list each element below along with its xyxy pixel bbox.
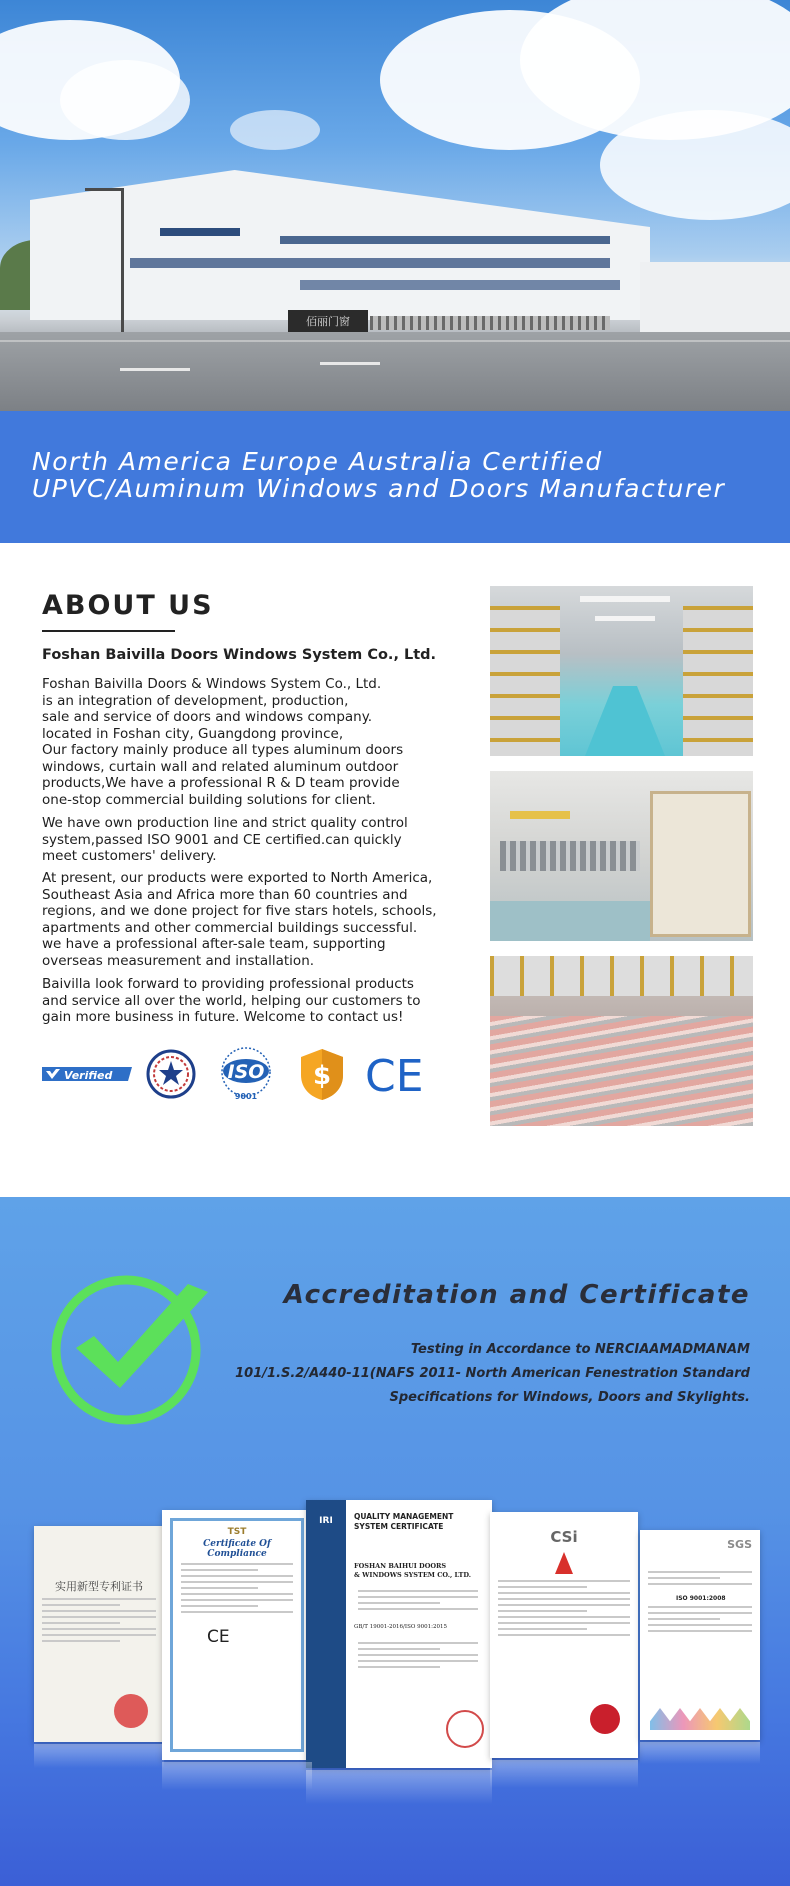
about-paragraph-4: Baivilla look forward to providing professional products and service all over the world, helping our customers to gain more business in future. Welcome to contact us! xyxy=(42,976,421,1025)
verified-badge xyxy=(42,1046,132,1102)
quality-management-certificate: IRI QUALITY MANAGEMENT SYSTEM CERTIFICATE FOSHAN BAIHUI DOORS & WINDOWS SYSTEM CO., LTD. GB/T 19001-2016/ISO 9001:2015 xyxy=(306,1500,492,1768)
svg-text:ISO: ISO xyxy=(227,1061,265,1083)
accreditation-title: Accreditation and Certificate xyxy=(283,1280,750,1310)
csi-certificate: CSi xyxy=(490,1512,638,1758)
ce-mark-icon xyxy=(364,1046,426,1102)
tst-compliance-certificate: TST Certificate Of Compliance CE xyxy=(162,1510,312,1760)
banner-line-2: UPVC/Auminum Windows and Doors Manufacturer xyxy=(32,474,726,503)
svg-text:Verified: Verified xyxy=(64,1069,113,1082)
checkmark-icon xyxy=(48,1270,213,1425)
about-paragraph-3: At present, our products were exported to North America, Southeast Asia and Africa more than 60 countries and regions, and we done project for five stars hotels, schools, apartments and other commercial buildings successful. we have a professional after-sale team, supporting overseas measurement and installation. xyxy=(42,870,437,969)
svg-text:9001: 9001 xyxy=(234,1092,258,1101)
svg-text:$: $ xyxy=(312,1061,332,1091)
headline-banner xyxy=(0,411,790,543)
about-title: ABOUT US xyxy=(42,590,214,621)
about-paragraph-2: We have own production line and strict quality control system,passed ISO 9001 and CE certified.can quickly meet customers' delivery. xyxy=(42,815,408,864)
svg-text:CE: CE xyxy=(365,1051,424,1097)
audit-seal-icon xyxy=(145,1046,197,1102)
company-name: Foshan Baivilla Doors Windows System Co., Ltd. xyxy=(42,647,437,663)
about-paragraph-1: Foshan Baivilla Doors & Windows System Co., Ltd. is an integration of development, production, sale and service of doors and windows company. located in Foshan city, Guangdong province, Our factory mainly produce all types aluminum doors windows, curtain wall and related aluminum outdoor products,We have a professional R & D team provide one-stop commercial building solutions for client. xyxy=(42,676,404,808)
accreditation-line-1: Testing in Accordance to NERCIAAMADMANAM xyxy=(410,1342,750,1357)
sgs-certificate: SGS ISO 9001:2008 xyxy=(640,1530,760,1740)
accreditation-line-3: Specifications for Windows, Doors and Skylights. xyxy=(389,1390,750,1405)
road xyxy=(0,332,790,411)
dollar-shield-icon xyxy=(297,1046,347,1102)
iso-badge xyxy=(215,1046,277,1102)
about-title-underline xyxy=(42,630,175,632)
warehouse-photo xyxy=(490,586,753,756)
banner-line-1: North America Europe Australia Certified xyxy=(32,447,603,476)
accreditation-line-2: 101/1.S.2/A440-11(NAFS 2011- North American Fenestration Standard xyxy=(235,1366,750,1381)
patent-certificate: 实用新型专利证书 xyxy=(34,1526,164,1742)
workshop-photo xyxy=(490,771,753,941)
factory-sign: 佰丽门窗 xyxy=(288,310,368,332)
profile-storage-photo xyxy=(490,956,753,1126)
hero-factory-photo xyxy=(0,0,790,411)
